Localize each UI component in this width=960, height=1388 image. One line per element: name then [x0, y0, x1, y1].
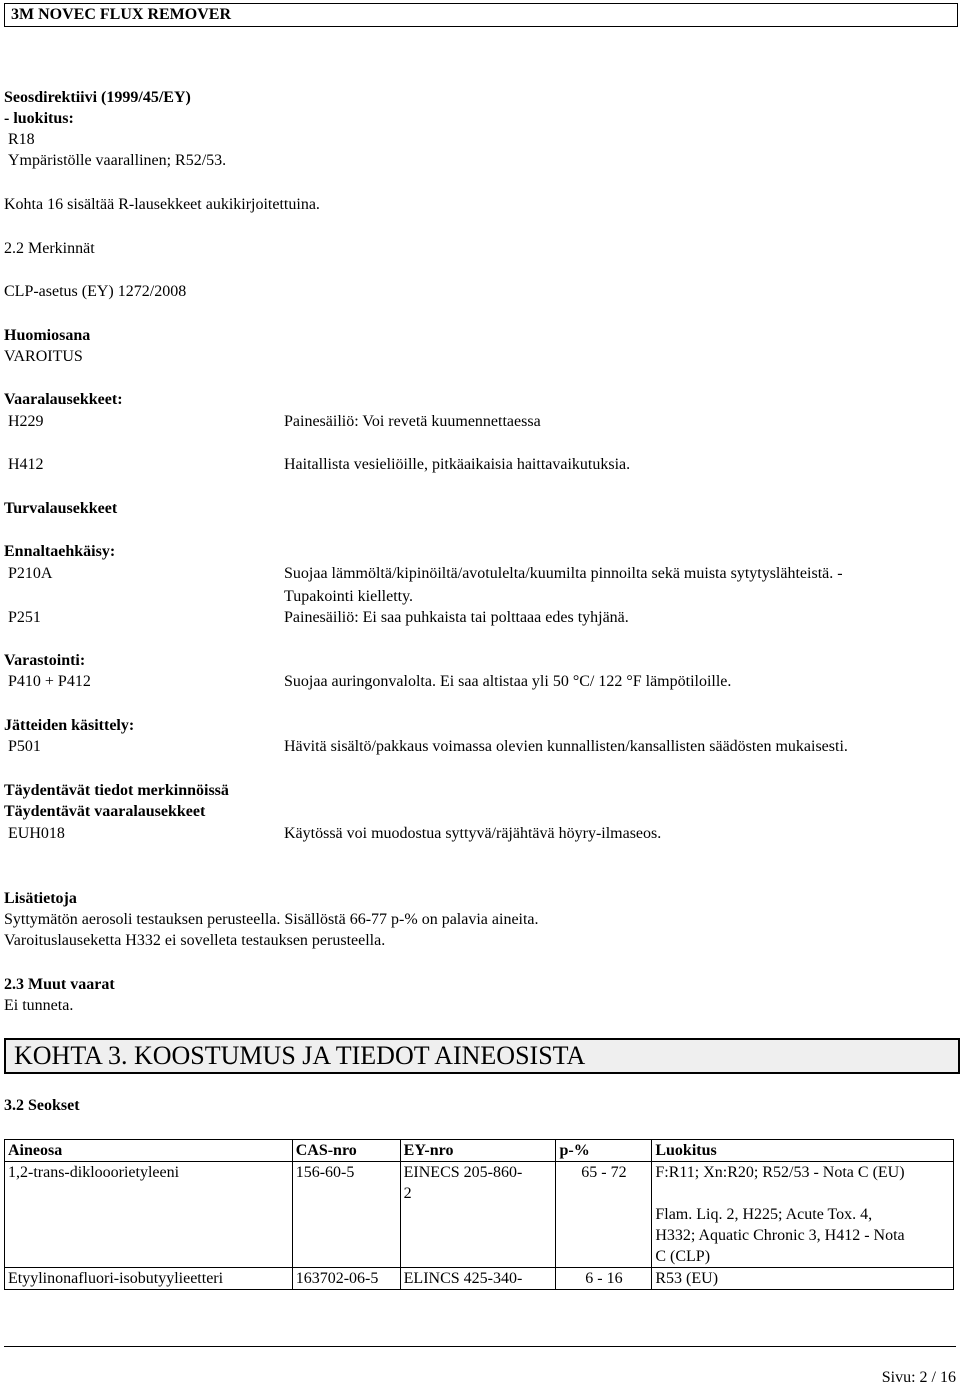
supplementary-hazard-heading: Täydentävät vaaralausekkeet	[4, 803, 206, 820]
prevention-text: Painesäiliö: Ei saa puhkaista tai polttaaa edes tyhjänä.	[284, 609, 629, 626]
cas-number: 163702-06-5	[292, 1268, 400, 1290]
signal-word-label: Huomiosana	[4, 327, 91, 344]
disposal-text: Hävitä sisältö/pakkaus voimassa olevien kunnallisten/kansallisten säädösten mukaisesti.	[284, 738, 848, 755]
storage-text: Suojaa auringonvalolta. Ei saa altistaa yli 50 °C/ 122 °F lämpötiloille.	[284, 673, 732, 690]
supplementary-code: EUH018	[8, 825, 65, 842]
ec-number: ELINCS 425-340-	[400, 1268, 556, 1290]
hazard-code: H229	[8, 413, 44, 430]
hazard-code: H412	[8, 456, 44, 473]
additional-info-heading: Lisätietoja	[4, 890, 77, 907]
ingredient-name: Etyylinonafluori-isobutyylieetteri	[5, 1268, 293, 1290]
section-3-title: KOHTA 3. KOOSTUMUS JA TIEDOT AINEOSISTA	[14, 1041, 586, 1070]
footer-divider	[4, 1346, 956, 1347]
prevention-code: P210A	[8, 565, 53, 582]
section-3-banner	[4, 1038, 960, 1074]
classification-line: H332; Aquatic Chronic 3, H412 - Nota	[655, 1227, 905, 1244]
other-hazards-heading: 2.3 Muut vaarat	[4, 976, 115, 993]
classification-line: F:R11; Xn:R20; R52/53 - Nota C (EU)	[655, 1164, 905, 1181]
storage-label: Varastointi:	[4, 652, 86, 669]
ec-number-line: 2	[403, 1185, 412, 1202]
hazard-text: Haitallista vesieliöille, pitkäaikaisia haittavaikutuksia.	[284, 456, 631, 473]
classification-line: Flam. Liq. 2, H225; Acute Tox. 4,	[655, 1206, 873, 1223]
prevention-code: P251	[8, 609, 41, 626]
table-header-row	[5, 1140, 954, 1162]
hazard-statements-label: Vaaralausekkeet:	[4, 391, 123, 408]
column-header: p-%	[556, 1140, 652, 1162]
ec-number-line: EINECS 205-860-	[403, 1164, 523, 1181]
column-header: Luokitus	[652, 1140, 954, 1162]
additional-info-line: Varoituslauseketta H332 ei sovelleta testauksen perusteella.	[4, 932, 386, 949]
ingredient-name: 1,2-trans-diklooorietyleeni	[5, 1162, 293, 1268]
disposal-label: Jätteiden käsittely:	[4, 717, 135, 734]
ec-number	[400, 1162, 556, 1268]
ingredients-table	[4, 1139, 954, 1290]
mixtures-heading: 3.2 Seokset	[4, 1097, 80, 1114]
storage-code: P410 + P412	[8, 673, 91, 690]
document-title: 3M NOVEC FLUX REMOVER	[11, 6, 231, 23]
table-row	[5, 1162, 954, 1268]
table-row	[5, 1268, 954, 1290]
classification-cell: R53 (EU)	[652, 1268, 954, 1290]
directive-heading: Seosdirektiivi (1999/45/EY)	[4, 89, 191, 106]
additional-info-line: Syttymätön aerosoli testauksen perusteella. Sisällöstä 66-77 p-% on palavia aineita.	[4, 911, 539, 928]
column-header: EY-nro	[400, 1140, 556, 1162]
r-code: R18	[8, 131, 35, 148]
weight-percent: 6 - 16	[556, 1268, 652, 1290]
prevention-text: Suojaa lämmöltä/kipinöiltä/avotulelta/kuumilta pinnoilta sekä muista sytytyslähteistä. -	[284, 565, 843, 582]
document-header	[4, 3, 958, 27]
cas-number: 156-60-5	[292, 1162, 400, 1268]
clp-regulation: CLP-asetus (EY) 1272/2008	[4, 283, 187, 300]
hazard-text: Painesäiliö: Voi revetä kuumennettaessa	[284, 413, 541, 430]
signal-word: VAROITUS	[4, 348, 83, 365]
prevention-text: Tupakointi kielletty.	[284, 588, 414, 605]
column-header: CAS-nro	[292, 1140, 400, 1162]
r-phrase-note: Kohta 16 sisältää R-lausekkeet aukikirjoitettuina.	[4, 196, 320, 213]
supplementary-heading: Täydentävät tiedot merkinnöissä	[4, 782, 229, 799]
prevention-label: Ennaltaehkäisy:	[4, 543, 116, 560]
disposal-code: P501	[8, 738, 41, 755]
supplementary-text: Käytössä voi muodostua syttyvä/räjähtävä höyry-ilmaseos.	[284, 825, 662, 842]
other-hazards-text: Ei tunneta.	[4, 997, 74, 1014]
classification-line: C (CLP)	[655, 1248, 711, 1265]
labeling-heading: 2.2 Merkinnät	[4, 240, 95, 257]
precautionary-heading: Turvalausekkeet	[4, 500, 118, 517]
page-number: Sivu: 2 / 16	[881, 1369, 956, 1386]
column-header: Aineosa	[5, 1140, 293, 1162]
classification-cell	[652, 1162, 954, 1268]
env-hazard-text: Ympäristölle vaarallinen; R52/53.	[8, 152, 227, 169]
weight-percent: 65 - 72	[556, 1162, 652, 1268]
luokitus-label: - luokitus:	[4, 110, 74, 127]
